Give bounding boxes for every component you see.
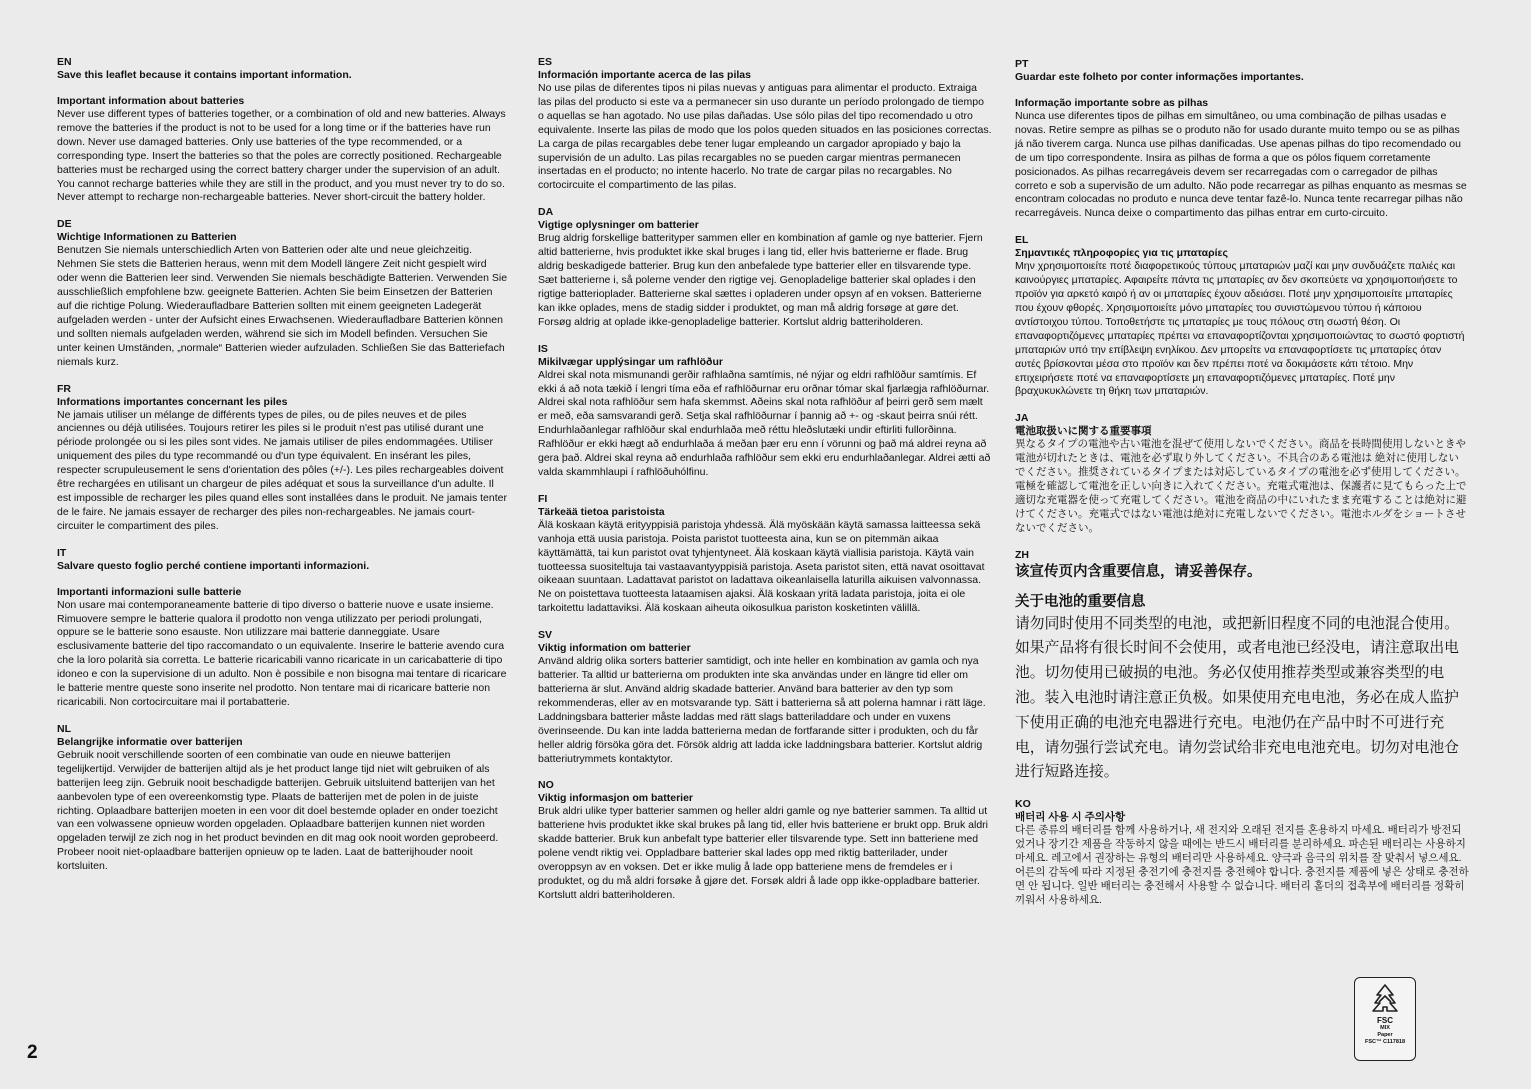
section-da	[538, 206, 992, 329]
column-2	[538, 56, 992, 916]
language-code: IT	[57, 546, 67, 559]
section-body: Μην χρησιμοποιείτε ποτέ διαφορετικούς τύπους μπαταριών μαζί και μην συνδυάζετε παλιές και καινούργιες μπαταρίες. Αφαιρείτε πάντα τις μπαταρίες αν δεν σκοπεύετε να χρησιμοποιήσετε το προϊόν για αρκετό καιρό ή αν οι μπαταρίες έχουν αδειάσει. Ποτέ μην χρησιμοποιείτε μπαταρίες που έχουν φθορές. Χρησιμοποιείτε μόνο μπαταρίες του συνιστώμενου τύπου ή κάποιου αντίστοιχου τύπου. Τοποθετήστε τις μπαταρίες με τους πόλους στη σωστή θέση. Οι επαναφορτιζόμενες μπαταρίες πρέπει να επαναφορτίζονται χρησιμοποιώντας το σωστό φορτιστή μπαταριών υπό την επίβλεψη ενηλίκου. Δεν μπορείτε να επαναφορτίσετε τις μπαταρίες όταν αυτές βρίσκονται μέσα στο προϊόν και δεν πρέπει ποτέ να δοκιμάσετε κάτι τέτοιο. Μην επιχειρήσετε ποτέ να επαναφορτίσετε μη επαναφορτιζόμενες μπαταρίες. Ποτέ μην βραχυκυκλώνετε τη θήκη των μπαταριών.	[1015, 260, 1465, 398]
section-title: 关于电池的重要信息	[1015, 593, 1146, 610]
fsc-text: FSC	[1377, 1016, 1393, 1025]
section-title: 電池取扱いに関する重要事項	[1015, 425, 1152, 438]
language-code: ZH	[1015, 548, 1029, 561]
section-body: 다른 종류의 배터리를 함께 사용하거나, 새 전지와 오래된 전지를 혼용하지 마세요. 배터리가 방전되었거나 장기간 제품을 작동하지 않을 때에는 반드시 배터리를 분리하세요. 파손된 배터리는 사용하지 마세요. 레고에서 권장하는 유형의 배터리만 사용하세요. 양극과 음극의 위치를 잘 맞춰서 넣으세요. 어른의 감독에 따라 지정된 충전기에 충전지를 충전해야 합니다. 충전지를 제품에 넣은 상태로 충전하면 안 됩니다. 일반 배터리는 충전해서 사용할 수 없습니다. 배터리 홀더의 접촉부에 배터리를 정확히 끼워서 사용하세요.	[1015, 824, 1469, 906]
section-title: Informação importante sobre as pilhas	[1015, 97, 1209, 109]
section-body: Gebruik nooit verschillende soorten of een combinatie van oude en nieuwe batterijen tegelijkertijd. Verwijder de batterijen altijd als je het product lange tijd niet wilt gebruiken of als batterijen leeg zijn. Gebruik nooit beschadigde batterijen. Gebruik uitsluitend batterijen van het aanbevolen type of een overeenkomstig type. Plaats de batterijen met de polen in de juiste richting. Oplaadbare batterijen moeten in een voor dit doel bestemde oplader en onder toezicht van een volwassene opnieuw worden opgeladen. Oplaadbare batterijen kunnen niet worden opgeladen terwijl ze zich nog in het product bevinden en dit mag ook nooit worden geprobeerd. Probeer nooit niet-oplaadbare batterijen opnieuw op te laden. Laat de batterijhouder nooit kortsluiten.	[57, 748, 499, 873]
language-code: FI	[538, 492, 548, 505]
page-number: 2	[27, 1042, 38, 1063]
section-nl	[57, 723, 509, 874]
language-code: PT	[1015, 58, 1029, 70]
section-de	[57, 218, 509, 369]
section-title: Σημαντικές πληροφορίες για τις μπαταρίες	[1015, 247, 1228, 260]
section-body: Benutzen Sie niemals unterschiedlich Arten von Batterien oder alte und neue gleichzeitig. Nehmen Sie stets die Batterien heraus, wenn mit dem Modell längere Zeit nicht gespielt wird oder wenn die Batterien leer sind. Verwenden Sie niemals beschädigte Batterien. Verwenden Sie ausschließlich empfohlene bzw. geeignete Batterien. Achten Sie beim Einsetzen der Batterien auf die richtige Polung. Wiederaufladbare Batterien sollten mit einem geeigneten Ladegerät aufgeladen werden - unter der Aufsicht eines Erwachsenen. Wiederaufladbare Batterien können und sollten niemals aufgeladen werden, während sie sich im Modell befinden. Versuchen Sie unter keinen Umständen, „normale“ Batterien wieder aufzuladen. Schließen Sie das Batteriefach niemals kurz.	[57, 244, 508, 368]
section-ko	[1015, 798, 1469, 907]
section-no	[538, 779, 992, 902]
section-body: Ne jamais utiliser un mélange de différents types de piles, ou de piles neuves et de piles anciennes ou déjà utilisées. Toujours retirer les piles si le produit n'est pas utilisé durant une période prolongée ou si les piles sont vides. Ne jamais utiliser de piles endommagées. Utiliser uniquement des piles du type recommandé ou d'un type équivalent. En insérant les piles, respecter scrupuleusement le sens d'orientation des pôles (+/-). Les piles rechargeables doivent être rechargées en utilisant un chargeur de piles adéquat et sous la surveillance d'un adulte. Il est impossible de recharger les piles quand elles sont installées dans le produit. Ne jamais tenter de le faire. Ne jamais essayer de recharger des piles non-rechargeables. Ne jamais court-circuiter le compartiment des piles.	[57, 408, 507, 532]
section-ja	[1015, 412, 1469, 535]
language-code: FR	[57, 382, 71, 395]
section-body: No use pilas de diferentes tipos ni pilas nuevas y antiguas para alimentar el producto. Extraiga las pilas del producto si este va a permanecer sin uso durante un período prolongado de tiempo o aquellas se han agotado. No use pilas dañadas. Use sólo pilas del tipo recomendado u otro equivalente. Inserte las pilas de modo que los polos queden situados en las posiciones correctas. La carga de pilas recargables debe tener lugar empleando un cargador apropiado y bajo la supervisión de un adulto. Las pilas recargables no se pueden cargar mientras permanecen insertadas en el producto; no intente hacerlo. No trate de cargar pilas no recargables. No cortocircuite el compartimento de las pilas.	[538, 82, 992, 192]
language-code: EN	[57, 56, 72, 68]
section-body: Bruk aldri ulike typer batterier sammen og heller aldri gamle og nye batterier sammen. Ta alltid ut batteriene hvis produktet ikke skal brukes på lang tid, eller hvis batteriene er brukt opp. Bruk aldri skadde batterier. Bruk kun anbefalt type batterier eller tilsvarende type. Sett inn batteriene med polene vendt riktig vei. Oppladbare batterier skal lades opp med riktig batterilader, under overoppsyn av en voksen. Det er ikke mulig å lade opp batteriene mens de fremdeles er i produktet, og du må aldri forsøke å gjøre det. Forsøk aldri å lade opp ikke-oppladbare batterier. Kortslutt aldri batteriholderen.	[538, 805, 988, 901]
fsc-tree-icon	[1368, 982, 1402, 1016]
save-notice: 该宣传页内含重要信息，请妥善保存。	[1015, 563, 1262, 580]
save-notice: Save this leaflet because it contains important information.	[57, 69, 352, 81]
section-title: Wichtige Informationen zu Batterien	[57, 231, 237, 244]
section-en	[57, 56, 509, 205]
language-code: JA	[1015, 412, 1029, 425]
section-title: Tärkeää tietoa paristoista	[538, 505, 665, 518]
fsc-license: FSC™ C117818	[1364, 1039, 1406, 1045]
save-notice: Guardar este folheto por conter informações importantes.	[1015, 71, 1304, 83]
language-code: NL	[57, 722, 71, 735]
section-body: Använd aldrig olika sorters batterier samtidigt, och inte heller en kombination av gamla och nya batterier. Ta alltid ur batterierna om produkten inte ska användas under en längre tid eller om batterierna är slut. Använd aldrig skadade batterier. Använd bara batterier av den typ som rekommenderas, eller av en motsvarande typ. Sätt i batterierna så att polerna hamnar i rätt läge. Laddningsbara batterier måste laddas med rätt slags batteriladdare och under en vuxens överinseende. Du kan inte ladda batterierna medan de fortfarande sitter i produkten, och du får heller aldrig försöka göra det. Försök aldrig att ladda icke laddningsbara batterier. Kortslut aldrig batteriutrymmets kontaktytor.	[538, 655, 986, 765]
language-code: DE	[57, 218, 72, 231]
save-notice: Salvare questo foglio perché contiene importanti informazioni.	[57, 559, 370, 572]
section-title: Important information about batteries	[57, 95, 245, 107]
section-pt	[1015, 58, 1469, 221]
section-body: Nunca use diferentes tipos de pilhas em simultâneo, ou uma combinação de pilhas usadas e novas. Retire sempre as pilhas se o produto não for usado durante muito tempo ou se as pilhas já não tiverem carga. Nunca use pilhas danificadas. Use apenas pilhas do tipo recomendado ou de um tipo correspondente. Insira as pilhas de forma a que os pólos fiquem corretamente posicionados. As pilhas recarregáveis devem ser recarregadas com o carregador de pilhas correto e sob a supervisão de um adulto. Não pode recarregar as pilhas enquanto as mesmas se encontram colocadas no produto e nunca deve tentar fazê-lo. Nunca tente recarregar pilhas não recarregáveis. Nunca deixe o compartimento das pilhas entrar em curto-circuito.	[1015, 110, 1467, 220]
language-code: EL	[1015, 234, 1029, 247]
language-code: SV	[538, 629, 553, 642]
section-title: Informations importantes concernant les piles	[57, 395, 288, 408]
section-el	[1015, 234, 1469, 399]
section-it	[57, 547, 509, 710]
column-1	[57, 56, 509, 887]
section-title: Vigtige oplysninger om batterier	[538, 219, 699, 232]
section-title: Información importante acerca de las pilas	[538, 69, 751, 81]
section-es	[538, 56, 992, 193]
section-body: Never use different types of batteries together, or a combination of old and new batteries. Always remove the batteries if the product is not to be used for a long time or if the batteries have run down. Never use damaged batteries. Only use batteries of the type recommended, or a corresponding type. Insert the batteries so that the poles are correctly positioned. Rechargeable batteries must be recharged using the correct battery charger under the supervision of an adult. You cannot recharge batteries while they are still in the product, and you must never try to do so. Never attempt to recharge non-rechargeable batteries. Never short-circuit the battery holder.	[57, 108, 506, 204]
section-sv	[538, 629, 992, 766]
fsc-paper: Paper	[1377, 1032, 1393, 1038]
section-body: Aldrei skal nota mismunandi gerðir rafhlaðna samtímis, né nýjar og eldri rafhlöður samtímis. Ef ekki á að nota tækið í lengri tíma eða ef rafhlöðurnar eru orðnar tómar skal fjarlægja rafhlöðurnar. Aldrei skal nota rafhlöður sem hafa skemmst. Aðeins skal nota rafhlöður af þeirri gerð sem mælt er með, eða samsvarandi gerð. Setja skal rafhlöðurnar í þannig að +- og -skaut þeirra snúi rétt. Endurhlaðanlegar rafhlöður skal endurhlaða með réttu hleðslutæki undir eftirliti fullorðinna. Rafhlöður er ekki hægt að endurhlaða á meðan þær eru enn í vörunni og það má aldrei reyna að gera það. Aldrei skal reyna að endurhlaða rafhlöður sem ekki eru endurhlaðanlegar. Aldrei ætti að valda skammhlaupi í rafhlöðuhólfinu.	[538, 368, 991, 478]
section-body: Non usare mai contemporaneamente batterie di tipo diverso o batterie nuove e usate insieme. Rimuovere sempre le batterie qualora il prodotto non venga utilizzato per periodi prolungati, oppure se le batterie sono esauste. Non utilizzare mai batterie danneggiate. Usare esclusivamente batterie del tipo raccomandato o un equivalente. Inserire le batterie avendo cura che la loro polarità sia corretta. Le batterie ricaricabili vanno ricaricate in un caricabatterie di tipo idoneo e con la supervisione di un adulto. Non è possibile e non bisogna mai tentare di ricaricare le batterie mentre queste sono inserite nel prodotto. Non tentare mai di ricaricare batterie non ricaricabili. Non cortocircuitare mai il portabatterie.	[57, 598, 507, 708]
column-3	[1015, 58, 1469, 921]
fsc-logo	[1354, 977, 1416, 1061]
section-body: Brug aldrig forskellige batterityper sammen eller en kombination af gamle og nye batterier. Fjern altid batterierne, hvis produktet ikke skal bruges i lang tid, eller hvis batterierne er flade. Brug aldrig beskadigede batterier. Brug kun den anbefalede type batterier eller en tilsvarende type. Sæt batterierne i, så polerne vender den rigtige vej. Genopladelige batterier skal oplades i den rigtige batterioplader. Batterierne skal sættes i opladeren under opsyn af en voksen. Batterierne kan ikke oplades, mens de stadig sidder i produktet, og man må aldrig forsøge at gøre det. Forsøg aldrig at oplade ikke-genopladelige batterier. Kortslut aldrig batteriholderen.	[538, 232, 983, 328]
section-title: Belangrijke informatie over batterijen	[57, 735, 243, 748]
language-code: ES	[538, 56, 553, 68]
language-code: NO	[538, 779, 554, 792]
language-code: IS	[538, 342, 548, 355]
section-body: Älä koskaan käytä erityyppisiä paristoja yhdessä. Älä myöskään käytä samassa laitteessa sekä vanhoja että uusia paristoja. Poista paristot tuotteesta aina, kun se on pitemmän aikaa käyttämättä, tai kun paristot ovat tyhjentyneet. Älä koskaan käytä viallisia paristoja. Käytä vain tuotteessa suositeltuja tai vastaavantyyppisiä paristoja. Aseta paristot siten, että navat osoittavat oikeaan suuntaan. Ladattavat paristot on ladattava oikeanlaisella laturilla aikuisen valvonnassa. Ne on poistettava tuotteesta lataamisen ajaksi. Älä koskaan yritä ladata paristoja, joita ei ole tarkoitettu ladattaviksi. Älä koskaan aiheuta oikosulkua pariston kosketinten välillä.	[538, 518, 985, 615]
section-title: Viktig information om batterier	[538, 642, 691, 655]
section-body: 请勿同时使用不同类型的电池，或把新旧程度不同的电池混合使用。如果产品将有很长时间不会使用，或者电池已经没电，请注意取出电池。切勿使用已破损的电池。务必仅使用推荐类型或兼容类型的电池。装入电池时请注意正负极。如果使用充电电池，务必在成人监护下使用正确的电池充电器进行充电。电池仍在产品中时不可进行充电，请勿强行尝试充电。请勿尝试给非充电电池充电。切勿对电池仓进行短路连接。	[1015, 615, 1459, 781]
section-title: Viktig informasjon om batterier	[538, 792, 694, 805]
section-title: 배터리 사용 시 주의사항	[1015, 811, 1126, 824]
language-code: DA	[538, 206, 554, 219]
section-is	[538, 343, 992, 480]
section-zh	[1015, 549, 1469, 786]
section-fr	[57, 383, 509, 534]
fsc-mix: MIX	[1380, 1025, 1390, 1031]
section-fi	[538, 493, 992, 616]
section-title: Mikilvægar upplýsingar um rafhlöður	[538, 355, 723, 368]
section-body: 異なるタイプの電池や古い電池を混ぜて使用しないでください。商品を長時間使用しないときや電池が切れたときは、電池を必ず取り外してください。不具合のある電池は 絶対に使用しないでください。推奨されているタイプまたは対応しているタイプの電池を必ず使用してください。電極を確認して電池を正しい向きに入れてください。充電式電池は、保護者に見てもらった上で適切な充電器を使って充電してください。電池を商品の中にいれたまま充電することは絶対に避けてください。充電式ではない電池は絶対に充電しないでください。電池ホルダをショートさせないでください。	[1015, 438, 1467, 534]
section-title: Importanti informazioni sulle batterie	[57, 585, 242, 598]
language-code: KO	[1015, 798, 1031, 811]
